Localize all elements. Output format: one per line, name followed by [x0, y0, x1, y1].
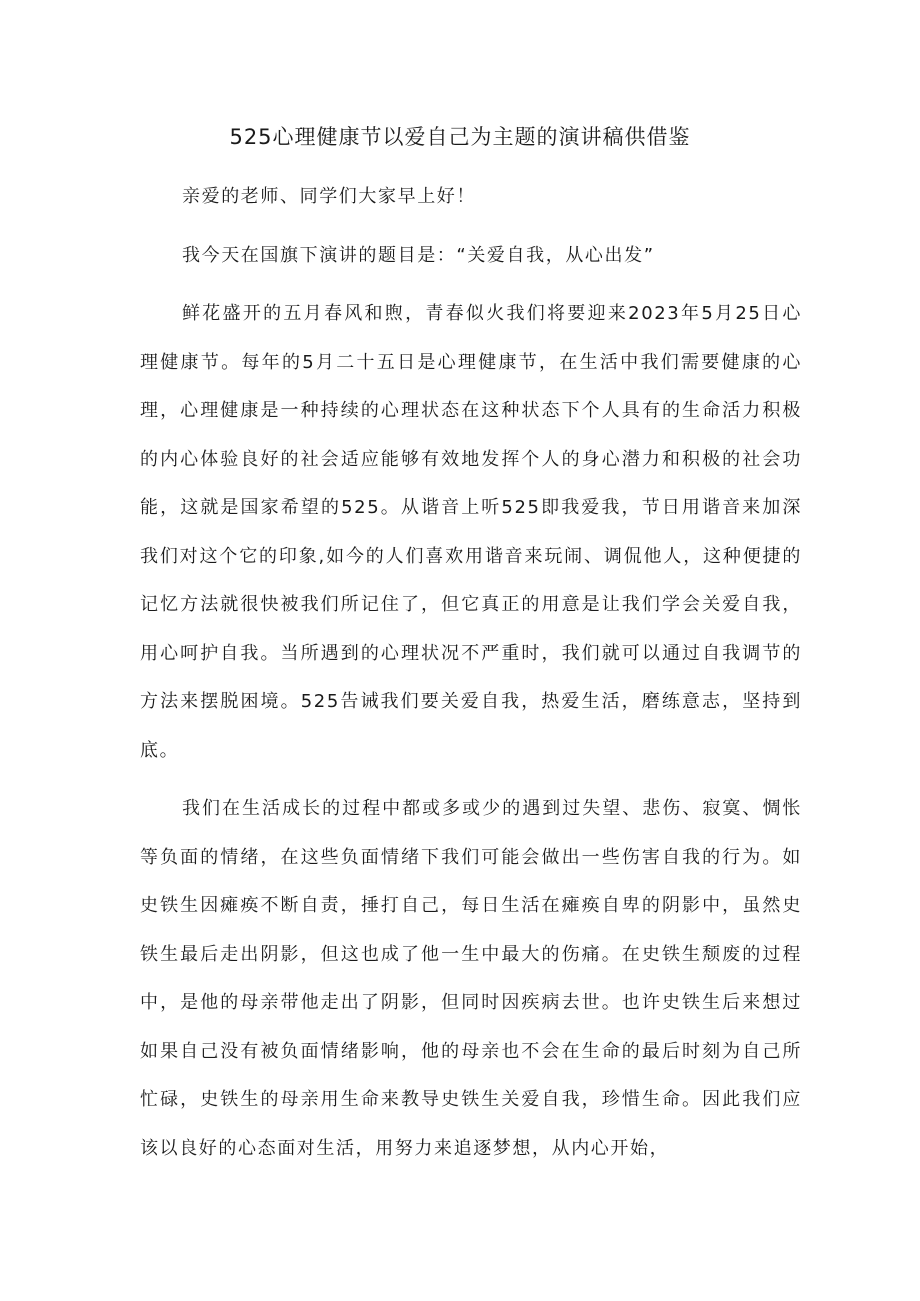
greeting-paragraph: 亲爱的老师、同学们大家早上好！ [182, 186, 476, 207]
body-paragraph: 鲜花盛开的五月春风和煦，青春似火我们将要迎来2023年5月25日心理健康节。每年的5月二十五日是心理健康节，在生活中我们需要健康的心理，心理健康是一种持续的心理状态在这种状态下个人具有的生命活力积极的内心体验良好的社会适应能够有效地发挥个人的身心潜力和积极的社会功能，这就是国家希望的525。从谐音上听525即我爱我，节日用谐音来加深我们对这个它的印象,如今的人们喜欢用谐音来玩闹、调侃他人，这种便捷的记忆方法就很快被我们所记住了，但它真正的用意是让我们学会关爱自我，用心呵护自我。当所遇到的心理状况不严重时，我们就可以通过自我调节的方法来摆脱困境。525告诫我们要关爱自我，热爱生活，磨练意志，坚持到底。 [140, 303, 802, 761]
topic-paragraph: 我今天在国旗下演讲的题目是：“关爱自我，从心出发” [182, 244, 655, 266]
document-body [140, 173, 802, 1183]
page-title: 525心理健康节以爱自己为主题的演讲稿供借鉴 [229, 125, 691, 149]
body-paragraph: 我们在生活成长的过程中都或多或少的遇到过失望、悲伤、寂寞、惆怅等负面的情绪，在这些负面情绪下我们可能会做出一些伤害自我的行为。如史铁生因瘫痪不断自责，捶打自己，每日生活在瘫痪自卑的阴影中，虽然史铁生最后走出阴影，但这也成了他一生中最大的伤痛。在史铁生颓废的过程中，是他的母亲带他走出了阴影，但同时因疾病去世。也许史铁生后来想过如果自己没有被负面情绪影响，他的母亲也不会在生命的最后时刻为自己所忙碌，史铁生的母亲用生命来教导史铁生关爱自我，珍惜生命。因此我们应该以良好的心态面对生活，用努力来追逐梦想，从内心开始， [140, 798, 802, 1159]
